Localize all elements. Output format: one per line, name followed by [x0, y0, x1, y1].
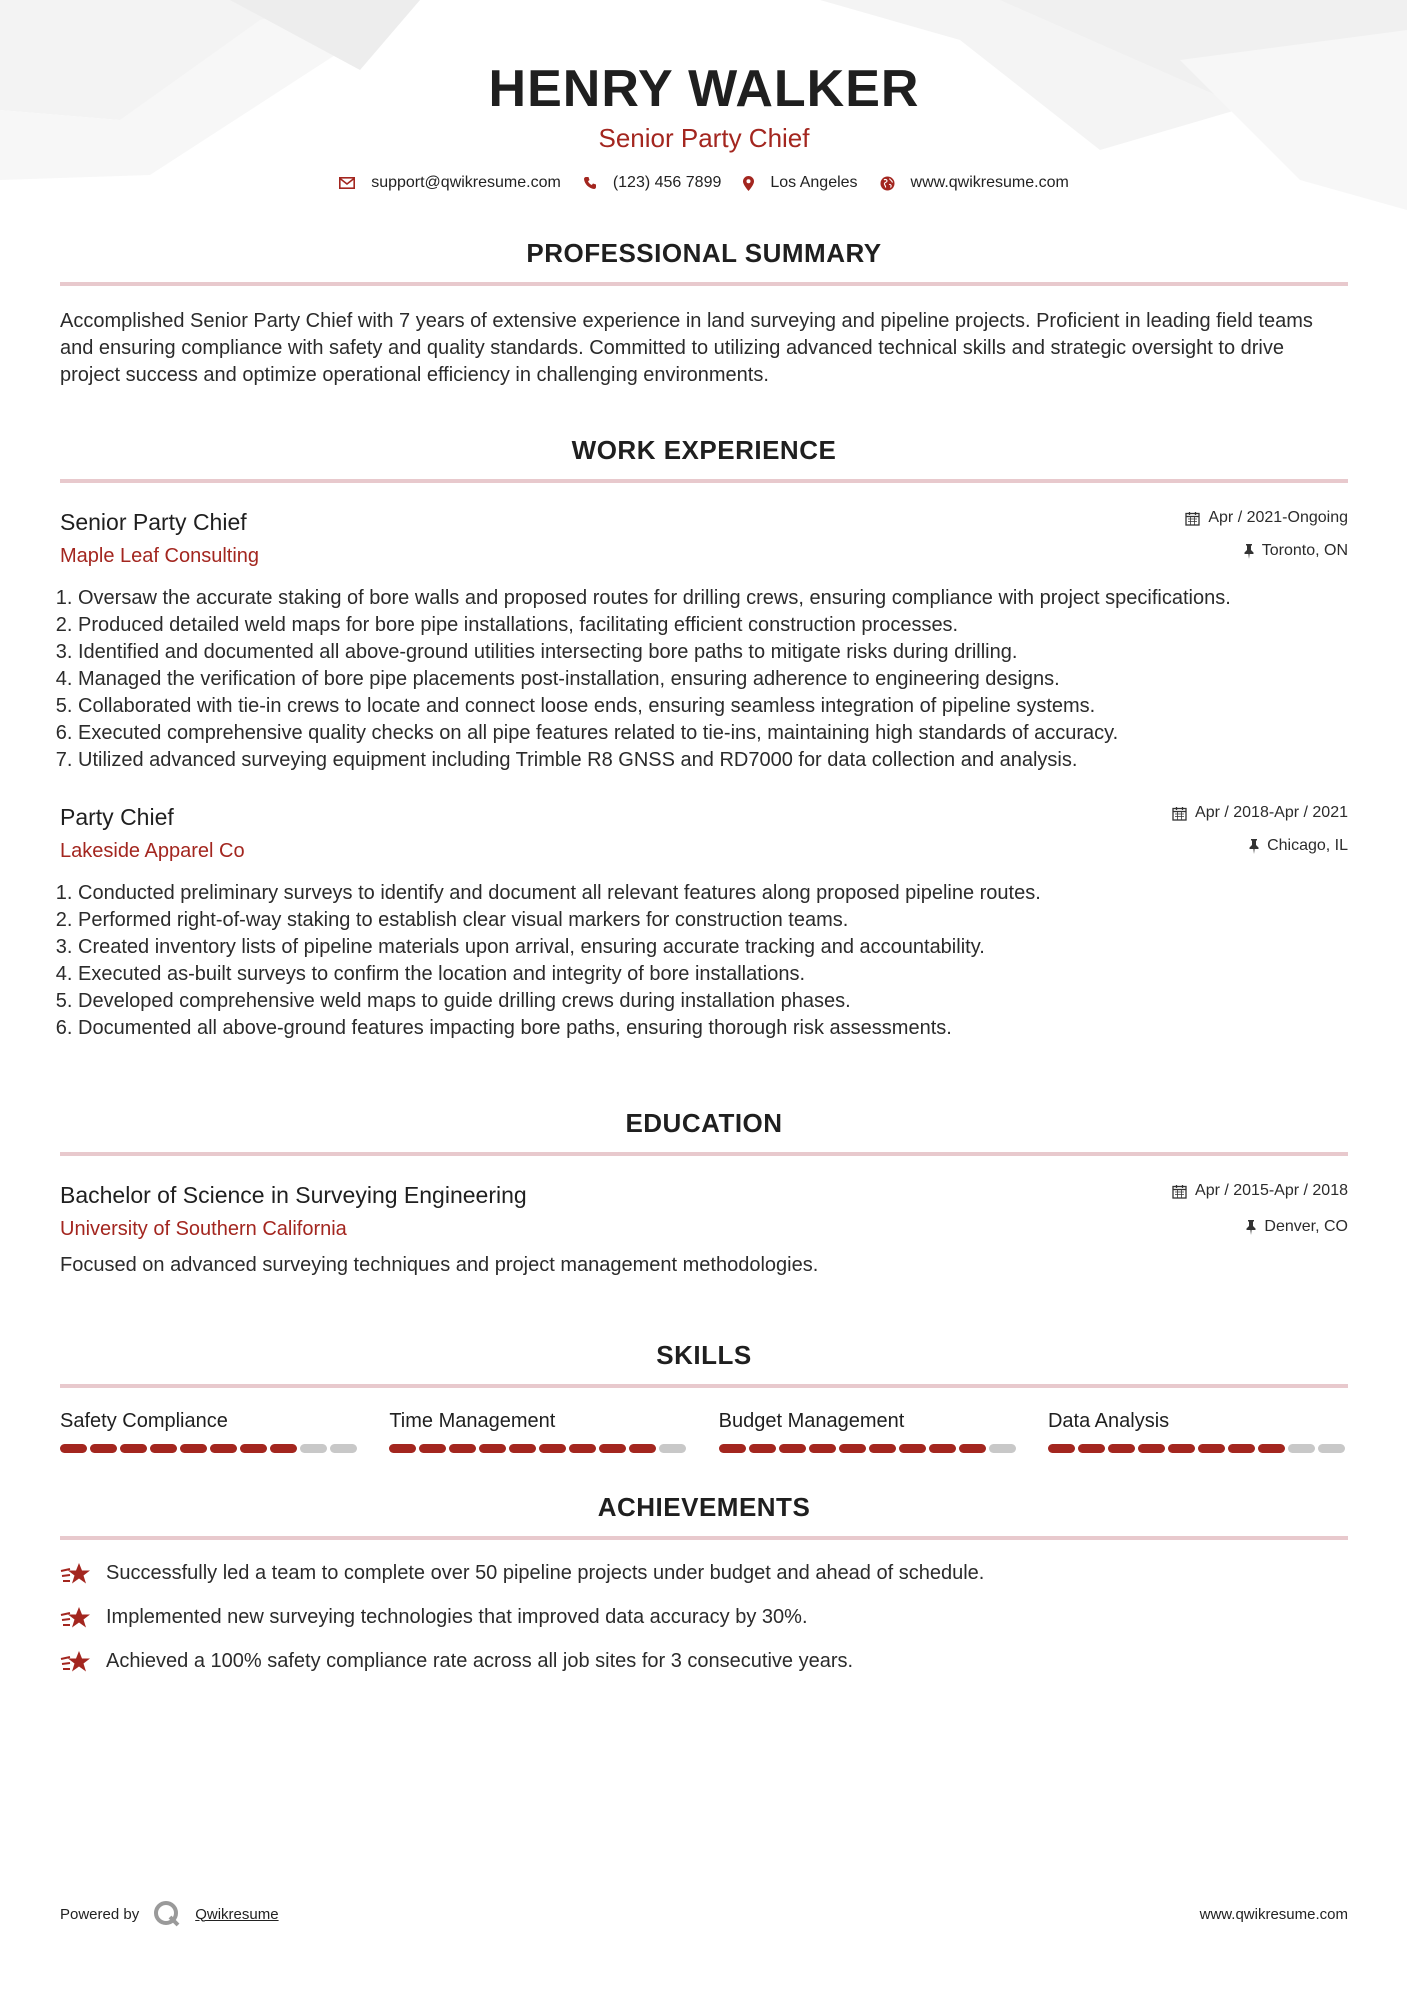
bullet-item: 1. Oversaw the accurate staking of bore walls and proposed routes for drilling crews, ensuring compliance with project specifications. [78, 585, 1348, 612]
skill-dot-empty [300, 1444, 327, 1453]
education-section [60, 1107, 1348, 1279]
shooting-star-icon [60, 1649, 92, 1675]
skill-dot-filled [509, 1444, 536, 1453]
skill-dot-filled [389, 1444, 416, 1453]
experience-section [60, 434, 1348, 1042]
achievement-item [60, 1648, 1348, 1675]
summary-text: Accomplished Senior Party Chief with 7 years of extensive experience in land surveying and pipeline projects. Proficient in leading field teams and ensuring compliance with safety and quality standards. Committed to utilizing advanced technical skills and strategic oversight to drive project success and optimize operational efficiency in challenging environments. [60, 310, 1313, 386]
skill-dot-filled [120, 1444, 147, 1453]
job-dates: Apr / 2021-Ongoing [1208, 509, 1348, 526]
skill-item [719, 1408, 1019, 1453]
education-dates: Apr / 2015-Apr / 2018 [1195, 1182, 1348, 1199]
contact-email[interactable] [339, 174, 561, 192]
achievement-text: Achieved a 100% safety compliance rate across all job sites for 3 consecutive years. [106, 1650, 854, 1672]
location-text: Los Angeles [770, 174, 858, 191]
degree-title: Bachelor of Science in Surveying Engineering [60, 1182, 527, 1208]
skill-dot-filled [150, 1444, 177, 1453]
skill-dot-filled [809, 1444, 836, 1453]
skill-dot-filled [449, 1444, 476, 1453]
bullet-item: 2. Performed right-of-way staking to establish clear visual markers for construction teams. [78, 907, 1348, 934]
qwikresume-logo-icon [153, 1900, 181, 1928]
achievement-item [60, 1560, 1348, 1587]
skill-name: Time Management [389, 1410, 556, 1432]
skill-name: Budget Management [718, 1410, 905, 1432]
email-text: support@qwikresume.com [371, 174, 561, 191]
job-company: Lakeside Apparel Co [60, 840, 245, 862]
bullet-item: 4. Managed the verification of bore pipe placements post-installation, ensuring adherence to engineering designs. [78, 666, 1348, 693]
qwikresume-link[interactable]: Qwikresume [195, 1905, 279, 1923]
skill-dot-filled [569, 1444, 596, 1453]
job-dates: Apr / 2018-Apr / 2021 [1195, 804, 1348, 821]
summary-section [60, 237, 1348, 389]
candidate-name: HENRY WALKER [488, 60, 920, 118]
skill-rating [389, 1444, 689, 1453]
skill-dot-filled [779, 1444, 806, 1453]
calendar-icon [1172, 1184, 1187, 1199]
bullet-item: 3. Created inventory lists of pipeline materials upon arrival, ensuring accurate tracking and accountability. [78, 934, 1348, 961]
skill-dot-empty [1318, 1444, 1345, 1453]
achievements-heading: ACHIEVEMENTS [60, 1491, 1348, 1540]
pushpin-icon [1246, 1220, 1256, 1235]
globe-icon [880, 176, 895, 191]
skill-dot-filled [1048, 1444, 1075, 1453]
contact-location [743, 174, 857, 192]
skill-rating [60, 1444, 360, 1453]
phone-text: (123) 456 7899 [612, 174, 722, 191]
skill-dot-filled [959, 1444, 986, 1453]
bullet-item: 5. Developed comprehensive weld maps to guide drilling crews during installation phases. [78, 988, 1348, 1015]
skill-dot-filled [539, 1444, 566, 1453]
skill-name: Safety Compliance [60, 1410, 228, 1432]
bullet-item: 7. Utilized advanced surveying equipment including Trimble R8 GNSS and RD7000 for data collection and analysis. [78, 747, 1348, 774]
page-footer [60, 1900, 1348, 1928]
job-entry [60, 802, 1348, 1042]
bullet-item: 3. Identified and documented all above-ground utilities intersecting bore paths to mitigate risks during drilling. [78, 639, 1348, 666]
job-title: Senior Party Chief [60, 509, 247, 535]
summary-heading: PROFESSIONAL SUMMARY [60, 237, 1348, 286]
skills-section [60, 1339, 1348, 1453]
bullet-item: 6. Executed comprehensive quality checks on all pipe features related to tie-ins, maintaining high standards of accuracy. [78, 720, 1348, 747]
candidate-title: Senior Party Chief [598, 123, 810, 153]
skill-dot-filled [1258, 1444, 1285, 1453]
job-bullets [60, 585, 1348, 774]
education-description: Focused on advanced surveying techniques and project management methodologies. [60, 1254, 819, 1276]
skill-dot-filled [1108, 1444, 1135, 1453]
skill-dot-filled [1078, 1444, 1105, 1453]
skill-dot-empty [1288, 1444, 1315, 1453]
achievements-list [60, 1560, 1348, 1675]
bullet-item: 1. Conducted preliminary surveys to identify and document all relevant features along proposed pipeline routes. [78, 880, 1348, 907]
job-location: Toronto, ON [1261, 542, 1348, 559]
job-company: Maple Leaf Consulting [60, 545, 260, 567]
envelope-icon [339, 177, 355, 189]
skill-dot-filled [479, 1444, 506, 1453]
skill-dot-filled [839, 1444, 866, 1453]
contact-website[interactable] [880, 174, 1069, 192]
bullet-item: 6. Documented all above-ground features impacting bore paths, ensuring thorough risk assessments. [78, 1015, 1348, 1042]
skill-dot-filled [629, 1444, 656, 1453]
website-text: www.qwikresume.com [910, 174, 1069, 191]
skill-dot-empty [659, 1444, 686, 1453]
skill-dot-filled [180, 1444, 207, 1453]
phone-icon [583, 176, 597, 190]
skill-dot-filled [869, 1444, 896, 1453]
education-entry [60, 1180, 1348, 1279]
bullet-item: 4. Executed as-built surveys to confirm the location and integrity of bore installations. [78, 961, 1348, 988]
skill-dot-empty [330, 1444, 357, 1453]
achievement-text: Implemented new surveying technologies that improved data accuracy by 30%. [106, 1606, 808, 1628]
skill-dot-filled [1168, 1444, 1195, 1453]
job-title: Party Chief [60, 804, 174, 830]
skill-dot-filled [719, 1444, 746, 1453]
skill-item [1048, 1408, 1348, 1453]
skill-dot-filled [270, 1444, 297, 1453]
skill-dot-filled [899, 1444, 926, 1453]
skill-dot-filled [210, 1444, 237, 1453]
experience-heading: WORK EXPERIENCE [60, 434, 1348, 483]
resume-page [60, 0, 1348, 1692]
skill-rating [1048, 1444, 1348, 1453]
shooting-star-icon [60, 1605, 92, 1631]
skill-dot-filled [60, 1444, 87, 1453]
education-heading: EDUCATION [60, 1107, 1348, 1156]
calendar-icon [1185, 511, 1200, 526]
calendar-icon [1172, 806, 1187, 821]
skill-dot-filled [1198, 1444, 1225, 1453]
skill-rating [719, 1444, 1019, 1453]
school-name: University of Southern California [60, 1218, 347, 1240]
achievements-section [60, 1491, 1348, 1675]
job-bullets [60, 880, 1348, 1042]
bullet-item: 5. Collaborated with tie-in crews to locate and connect loose ends, ensuring seamless integration of pipeline systems. [78, 693, 1348, 720]
powered-by-label: Powered by [60, 1905, 140, 1923]
skill-dot-filled [929, 1444, 956, 1453]
skill-dot-filled [749, 1444, 776, 1453]
skill-dot-filled [90, 1444, 117, 1453]
achievement-item [60, 1604, 1348, 1631]
skill-dot-filled [1228, 1444, 1255, 1453]
skills-list [60, 1408, 1348, 1453]
skill-dot-filled [419, 1444, 446, 1453]
map-pin-icon [743, 176, 754, 191]
skills-heading: SKILLS [60, 1339, 1348, 1388]
bullet-item: 2. Produced detailed weld maps for bore pipe installations, facilitating efficient construction processes. [78, 612, 1348, 639]
achievement-text: Successfully led a team to complete over 50 pipeline projects under budget and ahead of schedule. [106, 1562, 985, 1584]
pushpin-icon [1249, 839, 1259, 854]
skill-dot-empty [989, 1444, 1016, 1453]
education-location: Denver, CO [1264, 1218, 1348, 1235]
job-entry [60, 507, 1348, 774]
skill-item [389, 1408, 689, 1453]
shooting-star-icon [60, 1561, 92, 1587]
skill-dot-filled [599, 1444, 626, 1453]
footer-website[interactable]: www.qwikresume.com [1199, 1905, 1348, 1923]
skill-item [60, 1408, 360, 1453]
resume-header [60, 0, 1348, 192]
skill-dot-filled [1138, 1444, 1165, 1453]
skill-dot-filled [240, 1444, 267, 1453]
contact-bar [60, 174, 1348, 192]
contact-phone[interactable] [583, 174, 722, 192]
skill-name: Data Analysis [1047, 1410, 1170, 1432]
pushpin-icon [1244, 544, 1254, 559]
job-location: Chicago, IL [1267, 837, 1348, 854]
